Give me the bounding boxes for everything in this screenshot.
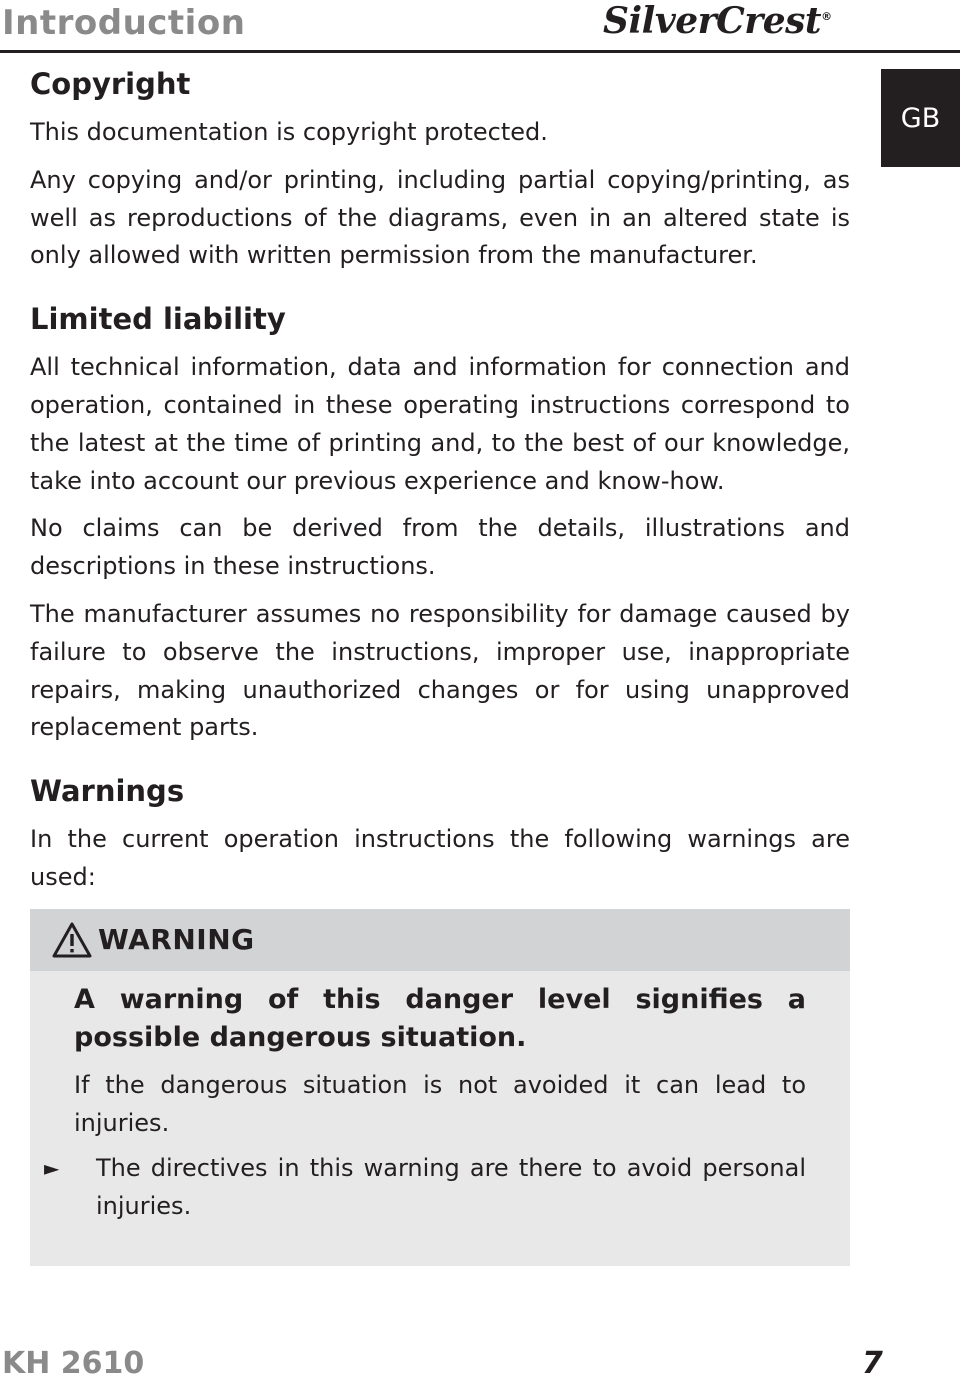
- warning-title: WARNING: [98, 923, 255, 957]
- warning-body: [30, 971, 850, 1226]
- copyright-paragraph: Any copying and/or printing, including partial copying/printing, as well as reproductions of the diagrams, even in an altered state is only allowed with written permission from the manufacturer.: [30, 165, 850, 270]
- warnings-intro: In the current operation instructions the following warnings are used:: [30, 825, 850, 891]
- warning-header: [30, 909, 850, 971]
- copyright-heading: Copyright: [30, 67, 191, 101]
- warning-bold-text: A warning of this danger level signifies a possible dangerous situation.: [74, 983, 806, 1053]
- page-number: 7: [862, 1346, 883, 1381]
- liability-paragraph: The manufacturer assumes no responsibility for damage caused by failure to observe the instructions, improper use, inappropriate repairs, making unauthorized changes or for using unapproved replacement parts.: [30, 599, 850, 742]
- warning-directive-text: The directives in this warning are there to avoid personal injuries.: [96, 1154, 806, 1221]
- model-number: KH 2610: [2, 1346, 145, 1381]
- arrow-right-icon: ►: [44, 1156, 60, 1181]
- warning-text: If the dangerous situation is not avoided it can lead to injuries.: [74, 1070, 806, 1137]
- brand-name: SilverCrest: [603, 0, 822, 42]
- warnings-heading: Warnings: [30, 774, 185, 809]
- copyright-paragraph: This documentation is copyright protected.: [30, 118, 548, 146]
- liability-heading: Limited liability: [30, 302, 286, 337]
- warning-triangle-icon: [52, 922, 92, 958]
- section-title: Introduction: [2, 3, 246, 43]
- registered-mark: ®: [821, 10, 832, 23]
- page-content: [30, 64, 850, 1266]
- liability-paragraph: No claims can be derived from the details, illustrations and descriptions in these instructions.: [30, 514, 850, 581]
- warning-box: [30, 909, 850, 1266]
- brand-logo: [603, 0, 832, 42]
- header-divider: [0, 50, 960, 53]
- warning-directive: [44, 1150, 806, 1226]
- liability-paragraph: All technical information, data and information for connection and operation, contained in these operating instructions correspond to the latest at the time of printing and, to the best of our knowledge, take into account our previous experience and know-how.: [30, 353, 850, 495]
- language-tab: GB: [881, 69, 960, 167]
